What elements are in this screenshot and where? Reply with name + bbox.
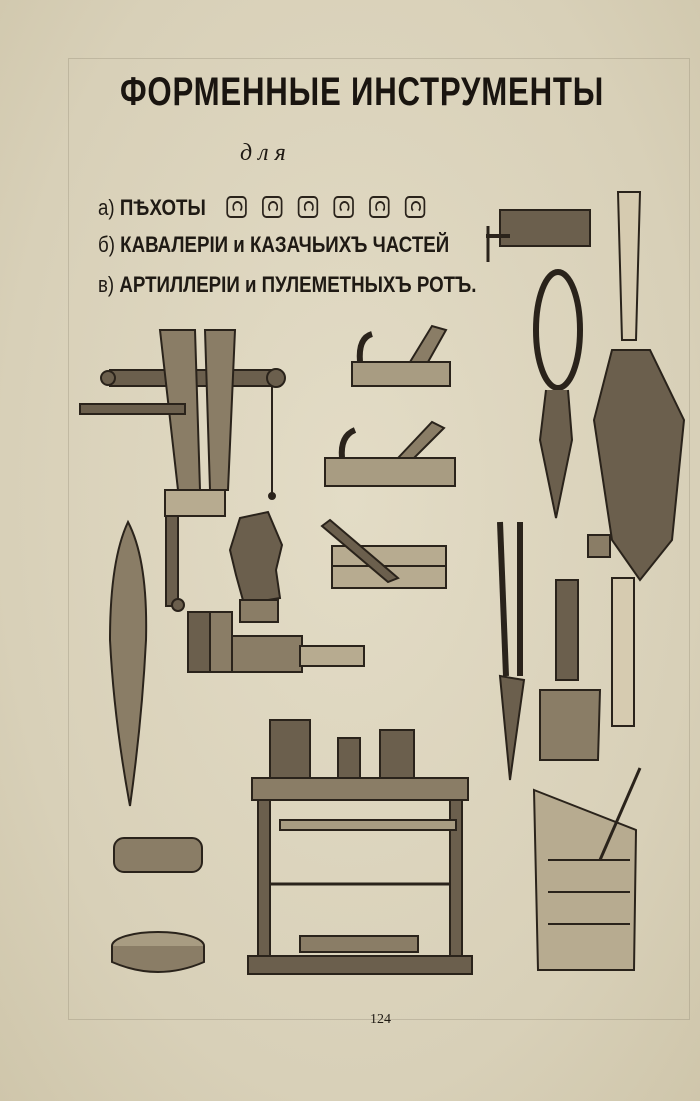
page-title: ФОРМЕННЫЕ ИНСТРУМЕНТЫ <box>120 70 605 114</box>
brazier-stove-icon <box>534 768 640 970</box>
page-subtitle: для <box>240 140 292 166</box>
clamp-icon <box>540 580 600 760</box>
list-item-label: б) <box>98 232 115 257</box>
tongs-icon <box>500 522 524 780</box>
hand-plane-small-icon <box>352 326 450 386</box>
small-vise-icon <box>486 210 590 262</box>
tin-snips-icon <box>536 272 580 518</box>
file-icon <box>110 522 146 806</box>
hammer-head-icon <box>230 512 282 622</box>
list-item-text: АРТИЛЛЕРІИ и ПУЛЕМЕТНЫХЪ РОТЪ. <box>119 272 477 297</box>
whetstone-bar-icon <box>114 838 202 872</box>
lathe-machine-icon <box>248 720 472 974</box>
list-item-text: ПѢХОТЫ <box>119 195 206 220</box>
list-item-text: КАВАЛЕРІИ и КАЗАЧЬИХЪ ЧАСТЕЙ <box>120 232 450 257</box>
list-item-label: а) <box>98 195 115 220</box>
page-number: 124 <box>370 1012 391 1027</box>
tap-wrench-icon <box>588 192 684 726</box>
hand-plane-large-icon <box>325 422 455 486</box>
rabbet-plane-icon <box>322 520 446 588</box>
grinding-stone-icon <box>112 932 204 972</box>
list-item-label: в) <box>98 272 115 297</box>
